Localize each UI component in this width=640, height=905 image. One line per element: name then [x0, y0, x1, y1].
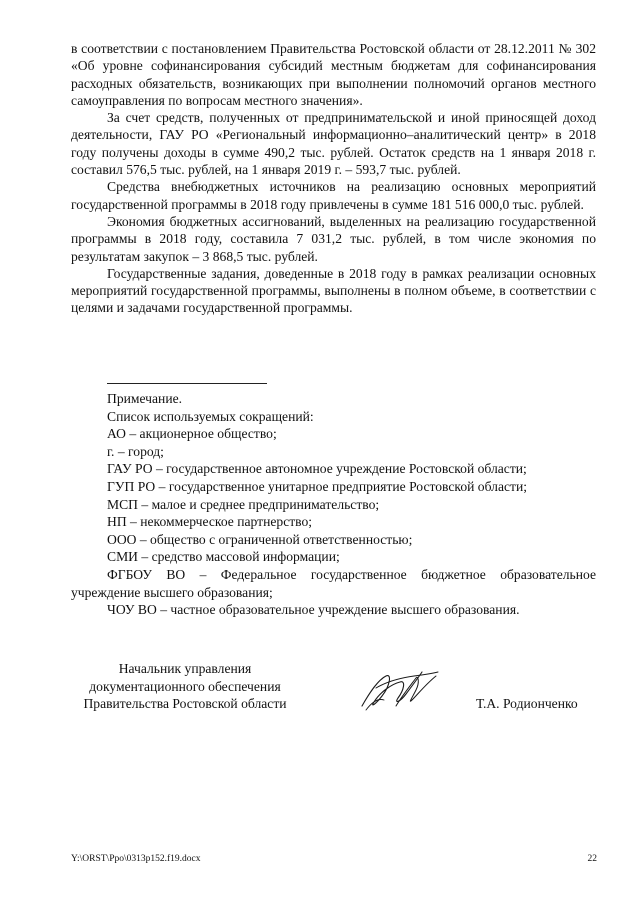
note-subtitle: Список используемых сокращений:	[107, 408, 314, 424]
abbreviation-item: ЧОУ ВО – частное образовательное учреждение высшего образования.	[107, 602, 520, 618]
handwritten-signature	[356, 662, 442, 716]
abbreviation-item: ООО – общество с ограниченной ответственностью;	[107, 531, 413, 547]
abbreviation-item: МСП – малое и среднее предпринимательство;	[107, 496, 380, 512]
position-line: Правительства Ростовской области	[83, 696, 287, 712]
footnote-divider	[107, 383, 267, 384]
position-line: Начальник управления	[118, 661, 252, 676]
paragraph-income: За счет средств, полученных от предпринимательской и иной приносящей доход деятельности, ГАУ РО «Региональный информационно–аналитический центр» в 2018 году получены доходы в сумме 490,2 тыс. рублей. Остаток средств на 1 января 2018 г. составил 576,5 тыс. рублей, на 1 января 2019 г. – 593,7 тыс. рублей.	[71, 110, 596, 178]
footer-file-path: Y:\ORST\Ppo\0313p152.f19.docx	[71, 854, 201, 864]
abbreviation-item: СМИ – средство массовой информации;	[107, 549, 340, 565]
abbreviation-item: ГУП РО – государственное унитарное предприятие Ростовской области;	[107, 478, 528, 494]
abbreviation-item: АО – акционерное общество;	[107, 426, 277, 442]
document-body	[71, 40, 596, 317]
position-line: документационного обеспечения	[89, 678, 281, 694]
abbreviation-item: ФГБОУ ВО – Федеральное государственное бюджетное образовательное учреждение высшего образования;	[71, 566, 596, 600]
note-title: Примечание.	[107, 391, 183, 406]
paragraph-state-tasks: Государственные задания, доведенные в 2018 году в рамках реализации основных мероприятий государственной программы, выполнены в полном объеме, в соответствии с целями и задачами государственной программы.	[71, 265, 596, 316]
paragraph-extrabudgetary: Средства внебюджетных источников на реализацию основных мероприятий государственной программы в 2018 году привлечены в сумме 181 516 000,0 тыс. рублей.	[71, 179, 596, 212]
abbreviation-item: ГАУ РО – государственное автономное учреждение Ростовской области;	[107, 461, 527, 477]
page-number: 22	[587, 854, 597, 864]
abbreviation-item: г. – город;	[107, 443, 164, 459]
signatory-name: Т.А. Родионченко	[476, 696, 578, 711]
signatory-position	[60, 660, 310, 713]
paragraph-continuation: в соответствии с постановлением Правительства Ростовской области от 28.12.2011 № 302 «Об уровне софинансирования субсидий местным бюджетам для софинансирования расходных обязательств, возникающих при выполнении полномочий органов местного самоуправления по вопросам местного значения».	[71, 41, 596, 108]
paragraph-savings: Экономия бюджетных ассигнований, выделенных на реализацию государственной программы в 2018 году, составила 7 031,2 тыс. рублей, в том числе экономия по результатам закупок – 3 868,5 тыс. рублей.	[71, 213, 596, 264]
abbreviation-item: НП – некоммерческое партнерство;	[107, 514, 313, 530]
abbreviations-note	[71, 390, 596, 619]
